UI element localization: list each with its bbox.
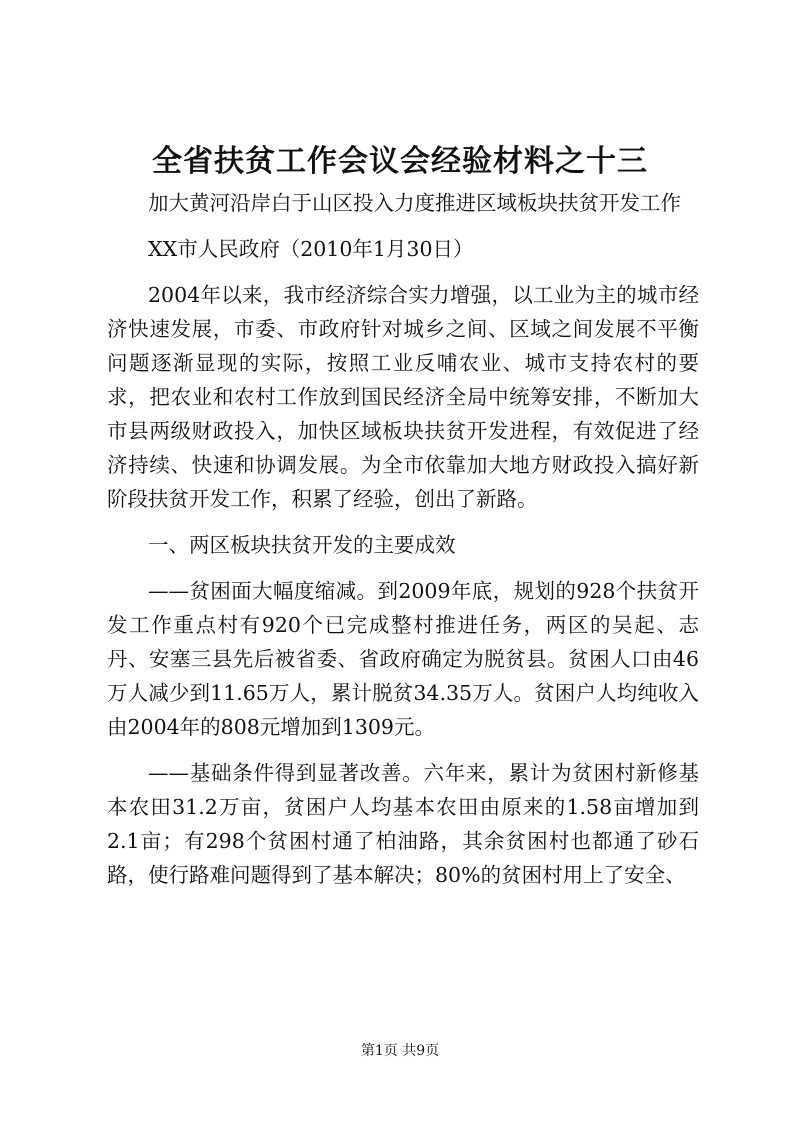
subtitle-paragraph: 加大黄河沿岸白于山区投入力度推进区域板块扶贫开发工作 [148, 191, 681, 215]
document-title: 全省扶贫工作会议会经验材料之十三 [152, 144, 648, 179]
intro-paragraph: 2004年以来，我市经济综合实力增强，以工业为主的城市经济快速发展，市委、市政府针对城乡之间、区域之间发展不平衡问题逐渐显现的实际，按照工业反哺农业、城市支持农村的要求，把农业和农村工作放到国民经济全局中统筹安排，不断加大市县两级财政投入，加快区域板块扶贫开发进程，有效促进了经济持续、快速和协调发展。为全市依靠加大地方财政投入搞好新阶段扶贫开发工作，积累了经验，创出了新路。 [107, 283, 699, 511]
section-heading: 一、两区板块扶贫开发的主要成效 [148, 533, 456, 557]
poverty-reduction-paragraph: ——贫困面大幅度缩减。到2009年底，规划的928个扶贫开发工作重点村有920个已完成整村推进任务，两区的吴起、志丹、安塞三县先后被省委、省政府确定为脱贫县。贫困人口由46万人减少到11.65万人，累计脱贫34.35万人。贫困户人均纯收入由2004年的808元增加到1309元。 [107, 579, 699, 739]
infrastructure-paragraph: ——基础条件得到显著改善。六年来，累计为贫困村新修基本农田31.2万亩，贫困户人均基本农田由原来的1.58亩增加到2.1亩；有298个贫困村通了柏油路，其余贫困村也都通了砂石路，使行路难问题得到了基本解决；80%的贫困村用上了安全、 [107, 761, 699, 887]
page-footer: 第1页 共9页 [360, 1043, 440, 1059]
document-body [107, 186, 699, 904]
issuer-paragraph: XX市人民政府（2010年1月30日） [148, 237, 474, 261]
